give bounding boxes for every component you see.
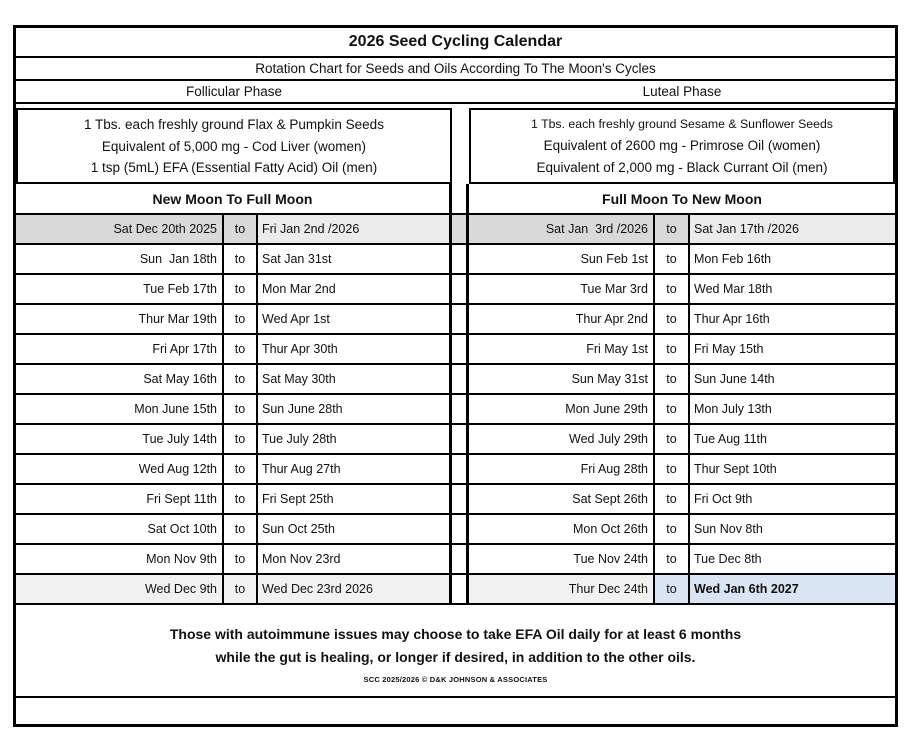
to-label: to xyxy=(655,515,690,545)
end-date-cell: Fri May 15th xyxy=(690,335,895,365)
end-date-cell: Sun Nov 8th xyxy=(690,515,895,545)
instruction-line: Equivalent of 2,000 mg - Black Currant Oil (men) xyxy=(536,160,828,175)
phase-header-row xyxy=(16,81,895,104)
start-date-cell: Tue Feb 17th xyxy=(16,275,224,305)
date-grid xyxy=(16,215,895,605)
start-date-cell: Fri Sept 11th xyxy=(16,485,224,515)
start-date-cell: Wed Aug 12th xyxy=(16,455,224,485)
instructions-row xyxy=(16,104,895,184)
column-gap xyxy=(452,455,469,485)
end-date-cell: Sun Oct 25th xyxy=(258,515,452,545)
column-gap xyxy=(452,81,469,102)
start-date-cell: Sun Feb 1st xyxy=(469,245,655,275)
to-label: to xyxy=(224,305,258,335)
end-date-cell: Sat Jan 17th /2026 xyxy=(690,215,895,245)
instruction-line: Equivalent of 2600 mg - Primrose Oil (women) xyxy=(543,138,821,153)
start-date-cell: Wed July 29th xyxy=(469,425,655,455)
autoimmune-note-line-1: Those with autoimmune issues may choose to take EFA Oil daily for at least 6 months xyxy=(169,625,742,642)
column-gap xyxy=(452,245,469,275)
column-gap xyxy=(452,425,469,455)
start-date-cell: Tue Nov 24th xyxy=(469,545,655,575)
start-date-cell: Mon Nov 9th xyxy=(16,545,224,575)
start-date-cell: Fri Aug 28th xyxy=(469,455,655,485)
start-date-cell: Thur Dec 24th xyxy=(469,575,655,605)
end-date-cell: Tue July 28th xyxy=(258,425,452,455)
end-date-cell: Wed Apr 1st xyxy=(258,305,452,335)
calendar-subtitle: Rotation Chart for Seeds and Oils According To The Moon's Cycles xyxy=(16,58,895,81)
end-date-cell: Mon July 13th xyxy=(690,395,895,425)
column-gap xyxy=(452,365,469,395)
to-label: to xyxy=(224,575,258,605)
start-date-cell: Tue July 14th xyxy=(16,425,224,455)
start-date-cell: Mon June 29th xyxy=(469,395,655,425)
column-gap xyxy=(452,545,469,575)
instruction-line: 1 tsp (5mL) EFA (Essential Fatty Acid) Oil (men) xyxy=(90,160,378,176)
to-label: to xyxy=(655,575,690,605)
full-moon-to-new-moon-header: Full Moon To New Moon xyxy=(469,184,895,215)
column-gap xyxy=(452,575,469,605)
end-date-cell: Wed Mar 18th xyxy=(690,275,895,305)
start-date-cell: Sun May 31st xyxy=(469,365,655,395)
start-date-cell: Sat Sept 26th xyxy=(469,485,655,515)
column-gap xyxy=(452,305,469,335)
column-gap xyxy=(452,335,469,365)
end-date-cell: Sat May 30th xyxy=(258,365,452,395)
start-date-cell: Thur Apr 2nd xyxy=(469,305,655,335)
notes-section xyxy=(16,605,895,698)
to-label: to xyxy=(655,245,690,275)
to-label: to xyxy=(655,425,690,455)
column-gap xyxy=(452,275,469,305)
to-label: to xyxy=(655,305,690,335)
column-gap xyxy=(452,485,469,515)
end-date-cell: Sun June 28th xyxy=(258,395,452,425)
to-label: to xyxy=(224,275,258,305)
instruction-line: 1 Tbs. each freshly ground Sesame & Sunflower Seeds xyxy=(531,117,833,131)
end-date-cell: Mon Feb 16th xyxy=(690,245,895,275)
start-date-cell: Sat Oct 10th xyxy=(16,515,224,545)
autoimmune-note-line-2: while the gut is healing, or longer if desired, in addition to the other oils. xyxy=(215,648,696,665)
follicular-instructions xyxy=(16,108,452,184)
start-date-cell: Sat Jan 3rd /2026 xyxy=(469,215,655,245)
luteal-phase-label: Luteal Phase xyxy=(642,84,722,99)
start-date-cell: Tue Mar 3rd xyxy=(469,275,655,305)
to-label: to xyxy=(655,485,690,515)
start-date-cell: Sun Jan 18th xyxy=(16,245,224,275)
end-date-cell: Fri Oct 9th xyxy=(690,485,895,515)
to-label: to xyxy=(655,545,690,575)
start-date-cell: Mon June 15th xyxy=(16,395,224,425)
column-gap xyxy=(452,215,469,245)
credit-line: SCC 2025/2026 © D&K JOHNSON & ASSOCIATES xyxy=(363,674,548,684)
instruction-line: 1 Tbs. each freshly ground Flax & Pumpkin Seeds xyxy=(84,116,384,132)
to-label: to xyxy=(655,455,690,485)
end-date-cell: Fri Jan 2nd /2026 xyxy=(258,215,452,245)
empty-row xyxy=(16,698,895,724)
end-date-cell: Mon Mar 2nd xyxy=(258,275,452,305)
follicular-phase-label: Follicular Phase xyxy=(185,84,283,99)
calendar-sheet xyxy=(13,25,898,727)
to-label: to xyxy=(655,215,690,245)
to-label: to xyxy=(224,455,258,485)
to-label: to xyxy=(655,275,690,305)
start-date-cell: Fri May 1st xyxy=(469,335,655,365)
instruction-line: Equivalent of 5,000 mg - Cod Liver (women) xyxy=(101,138,367,154)
luteal-instructions xyxy=(469,108,895,184)
to-label: to xyxy=(655,335,690,365)
column-gap xyxy=(452,108,469,184)
end-date-cell: Tue Dec 8th xyxy=(690,545,895,575)
end-date-cell: Thur Apr 16th xyxy=(690,305,895,335)
to-label: to xyxy=(224,215,258,245)
end-date-cell: Thur Aug 27th xyxy=(258,455,452,485)
to-label: to xyxy=(224,545,258,575)
end-date-cell: Wed Jan 6th 2027 xyxy=(690,575,895,605)
end-date-cell: Thur Apr 30th xyxy=(258,335,452,365)
new-moon-to-full-moon-header: New Moon To Full Moon xyxy=(16,184,452,215)
end-date-cell: Wed Dec 23rd 2026 xyxy=(258,575,452,605)
moon-header-row xyxy=(16,184,895,215)
to-label: to xyxy=(224,245,258,275)
start-date-cell: Wed Dec 9th xyxy=(16,575,224,605)
to-label: to xyxy=(224,395,258,425)
end-date-cell: Mon Nov 23rd xyxy=(258,545,452,575)
to-label: to xyxy=(655,365,690,395)
to-label: to xyxy=(224,425,258,455)
to-label: to xyxy=(655,395,690,425)
end-date-cell: Sat Jan 31st xyxy=(258,245,452,275)
start-date-cell: Sat Dec 20th 2025 xyxy=(16,215,224,245)
end-date-cell: Thur Sept 10th xyxy=(690,455,895,485)
end-date-cell: Tue Aug 11th xyxy=(690,425,895,455)
column-gap xyxy=(452,515,469,545)
end-date-cell: Fri Sept 25th xyxy=(258,485,452,515)
start-date-cell: Fri Apr 17th xyxy=(16,335,224,365)
start-date-cell: Sat May 16th xyxy=(16,365,224,395)
to-label: to xyxy=(224,335,258,365)
to-label: to xyxy=(224,485,258,515)
column-gap xyxy=(452,184,469,215)
column-gap xyxy=(452,395,469,425)
to-label: to xyxy=(224,365,258,395)
start-date-cell: Mon Oct 26th xyxy=(469,515,655,545)
end-date-cell: Sun June 14th xyxy=(690,365,895,395)
calendar-title: 2026 Seed Cycling Calendar xyxy=(16,28,895,58)
to-label: to xyxy=(224,515,258,545)
start-date-cell: Thur Mar 19th xyxy=(16,305,224,335)
